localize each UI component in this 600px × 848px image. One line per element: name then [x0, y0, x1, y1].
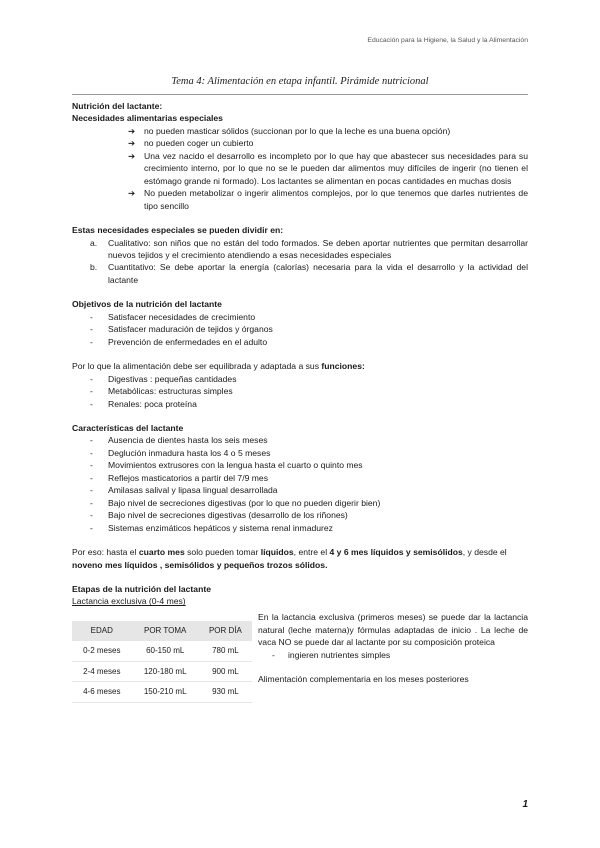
- division-list: [72, 237, 528, 287]
- arrow-icon: ➔: [128, 125, 136, 136]
- section-heading-necesidades: Necesidades alimentarias especiales: [72, 113, 223, 124]
- arrow-icon: ➔: [128, 150, 136, 161]
- section-heading-objetivos: Objetivos de la nutrición del lactante: [72, 299, 222, 310]
- list-item: - Ausencia de dientes hasta los seis meses: [90, 435, 268, 446]
- complementary-note: Alimentación complementaria en los meses posteriores: [258, 674, 469, 685]
- list-item: a. Cualitativo: son niños que no están del todo formados. Se deben aportar nutrientes que permitan desarrollar nuevos tejidos y el crecimiento atendiendo a esas necesidades especiales: [90, 237, 528, 260]
- list-item: - Bajo nivel de secreciones digestivas (desarrollo de los riñones): [90, 510, 348, 521]
- list-item: - Metabólicas: estructuras simples: [90, 386, 233, 397]
- sub-item: - ingieren nutrientes simples: [272, 649, 391, 660]
- list-item: - Reflejos masticatorios a partir del 7/9 mes: [90, 472, 269, 483]
- list-item: - Bajo nivel de secreciones digestivas (por lo que no pueden digerir bien): [90, 497, 381, 508]
- list-item: b. Cuantitativo: Se debe aportar la energía (calorías) necesaria para la vida el desarrollo y la actividad del lactante: [90, 262, 528, 285]
- column-header: EDAD: [72, 621, 132, 641]
- column-header: POR TOMA: [132, 621, 199, 641]
- table-row: 2-4 meses 120-180 mL 900 mL: [72, 661, 252, 682]
- list-item: - Satisfacer maduración de tejidos y órganos: [90, 324, 273, 335]
- subheading-lactancia: Lactancia exclusiva (0-4 mes): [72, 596, 186, 607]
- section-heading-division: Estas necesidades especiales se pueden dividir en:: [72, 225, 284, 236]
- functions-intro: Por lo que la alimentación debe ser equilibrada y adaptada a sus funciones:: [72, 361, 365, 372]
- list-item: ➔ No pueden metabolizar o ingerir alimentos complejos, por lo que tenemos que darles nutrientes de tipo sencillo: [128, 188, 528, 211]
- lactation-table: [72, 621, 252, 702]
- table-row: 0-2 meses 60-150 mL 780 mL: [72, 641, 252, 661]
- section-heading-etapas: Etapas de la nutrición del lactante: [72, 583, 211, 594]
- page-title: Tema 4: Alimentación en etapa infantil. Pirámide nutricional: [171, 76, 429, 87]
- page-header: Educación para la Higiene, la Salud y la Alimentación: [367, 37, 528, 44]
- table-header-row: [72, 621, 252, 641]
- document-body: [72, 100, 528, 715]
- lactation-description: En la lactancia exclusiva (primeros meses) se puede dar la lactancia natural (leche materna)y fórmulas adaptadas de inicio . La leche de vaca NO se puede dar al lactante por su composición proteica - ingieren nutrientes simples Alimentación complementaria en los meses posteriores: [258, 612, 528, 685]
- page-number: 1: [522, 798, 528, 810]
- needs-list: [72, 125, 528, 212]
- arrow-icon: ➔: [128, 188, 136, 199]
- table-row: 4-6 meses 150-210 mL 930 mL: [72, 682, 252, 703]
- list-item: - Amilasas salival y lipasa lingual desarrollada: [90, 485, 278, 496]
- column-header: POR DÍA: [199, 621, 252, 641]
- list-item: - Satisfacer necesidades de crecimiento: [90, 311, 256, 322]
- list-item: - Movimientos extrusores con la lengua hasta el cuarto o quinto mes: [90, 460, 363, 471]
- list-item: - Prevención de enfermedades en el adulto: [90, 336, 268, 347]
- title-divider: [72, 94, 528, 95]
- functions-list: [72, 373, 528, 410]
- section-heading-nutricion: Nutrición del lactante:: [72, 101, 163, 111]
- list-item: - Renales: poca proteína: [90, 398, 197, 409]
- list-item: ➔ no pueden masticar sólidos (succionan por lo que la leche es una buena opción): [128, 125, 451, 136]
- list-item: - Digestivas : pequeñas cantidades: [90, 373, 237, 384]
- lactation-block: [72, 595, 528, 715]
- list-item: ➔ no pueden coger un cubierto: [128, 138, 254, 149]
- stages-summary: Por eso: hasta el cuarto mes solo pueden tomar líquidos, entre el 4 y 6 mes líquidos y semisólidos, y desde el noveno mes líquidos , semisólidos y pequeños trozos sólidos.: [72, 547, 507, 570]
- objectives-list: [72, 311, 528, 348]
- characteristics-list: [72, 434, 528, 534]
- list-item: - Deglución inmadura hasta los 4 o 5 meses: [90, 447, 271, 458]
- list-item: - Sistemas enzimáticos hepáticos y sistema renal inmadurez: [90, 522, 333, 533]
- section-heading-caracteristicas: Características del lactante: [72, 422, 184, 433]
- arrow-icon: ➔: [128, 138, 136, 149]
- list-item: ➔ Una vez nacido el desarrollo es incompleto por lo que hay que abastecer sus necesidades para su crecimiento interno, por lo que no se le pueden dar alimentos muy difíciles de ingerir (no tienen el estómago grande ni formado). Los lactantes se alimentan en pocas cantidades en muchas dosis: [128, 150, 528, 186]
